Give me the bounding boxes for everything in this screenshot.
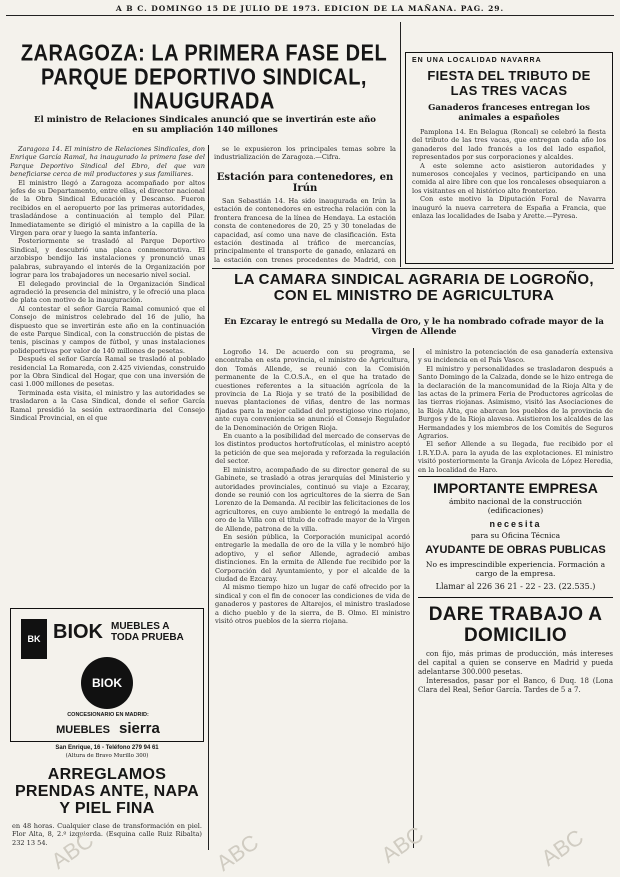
biok-ad (10, 608, 204, 742)
zaragoza-column-1 (10, 145, 205, 597)
domicilio-paragraph: con fijo, más primas de producción, más intereses del capital a quien se conserve en Madrid y pueda adelantarse 300.000 pesetas. (418, 650, 613, 676)
zaragoza-paragraph: Posteriormente se trasladó al Parque Deportivo Sindical, y descubrió una placa conmemorativa. El arzobispo bendijo las instalaciones y pronunció unas palabras, subrayando el interés de la Organización por lograr para los trabajadores un necesario nivel social. (10, 237, 205, 280)
biok-dealer (11, 720, 205, 737)
domicilio-paragraph: Interesados, pasar por el Banco, 6 Duq. 18 (Lona Clara del Real, Señor García. Tardes de 5 a 7. (418, 677, 613, 694)
biok-address: San Enrique, 16 - Teléfono 279 94 61 (55, 745, 159, 751)
logrono-deck: En Ezcaray le entregó su Medalla de Oro, y le ha nombrado cofrade mayor de la Virgen de Allende (224, 317, 604, 337)
domicilio-headline: DARE TRABAJO A DOMICILIO (428, 604, 603, 646)
column-divider (208, 145, 209, 600)
domicilio-body (418, 650, 613, 695)
zaragoza-paragraph: El ministro llegó a Zaragoza acompañado por altos jefes de su Departamento, entre ellas, el director nacional de la Obra Sindical Educación y Descanso. Fueron recibidos en el aeropuerto por las primeras autoridades, trasladándose a continuación al templo del Pilar. Inmediatamente se dirigió el ministro a la capilla de la Virgen para orar y luego la santa infantería. (10, 178, 205, 238)
irun-paragraph: San Sebastián 14. Ha sido inaugurada en Irún la estación de contenedores en estrecha relación con la frontera francesa de la línea de Hendaya. La estación consta de contenedores de 20, 25 y 30 toneladas de capacidad, así como una nave de clasificación. Esta estación destinada al tráfico de mercancías, principalmente el transporte de ganado, enlazará en la estación con trenes procedentes de Madrid, con (214, 197, 396, 264)
section-rule (418, 597, 613, 598)
abc-watermark: ABC (536, 824, 589, 871)
section-rule (418, 476, 613, 477)
biok-seal: BIOK (81, 657, 133, 709)
zaragoza-title-block (12, 40, 396, 115)
vacas-body (412, 128, 606, 220)
biok-dealer-a: MUEBLES (56, 724, 110, 736)
vacas-kicker: EN UNA LOCALIDAD NAVARRA (412, 57, 542, 64)
zaragoza-headline: ZARAGOZA: LA PRIMERA FASE DEL PARQUE DEPORTIVO SINDICAL, INAUGURADA (20, 40, 388, 115)
zaragoza-paragraph: se le expusieron los principales temas sobre la industrialización de Zaragoza.—Cifra. (214, 145, 396, 162)
biok-logo: BK (21, 619, 47, 659)
irun-body (214, 197, 396, 265)
arreglamos-body: en 48 horas. Cualquier clase de transformación en piel. Flor Alta, 8, 2.º izquierda. (Esquina calle Ruiz Ribalta) 232 13 54. (12, 822, 202, 847)
empresa-phone: Llamar al 226 36 21 - 22 - 23. (22.535.) (435, 582, 596, 591)
abc-watermark: ABC (211, 829, 264, 876)
logrono-title-block (215, 272, 613, 304)
logrono-paragraph: El señor Allende a su llegada, fue recibido por el I.R.Y.D.A. para la ayuda de las explotaciones. El ministro visitó posteriormente la Granja Avícola de López Heredia, en la localidad de Haro. (418, 440, 613, 473)
zaragoza-column-2 (214, 145, 396, 162)
vacas-headline: FIESTA DEL TRIBUTO DE LAS TRES VACAS (427, 68, 591, 98)
logrono-column-1 (215, 348, 410, 848)
section-rule (212, 268, 614, 269)
irun-headline: Estación para contenedores, en Irún (216, 172, 394, 194)
zaragoza-paragraph: Después el señor García Ramal se trasladó al poblado residencial La Romareda, con 2.425 viviendas, construido por la Obra Sindical del Hogar, que con una inversión de casi 1.000 millones de pesetas. (10, 355, 205, 389)
vacas-paragraph: A este solemne acto asistieron autoridades y numerosos concejales y vecinos, participando en una comida al aire libre con que los roncaleses obsequiaron a los visitantes en el histórico alto fronterizo. (412, 161, 606, 195)
column-divider (208, 600, 209, 850)
abc-watermark: ABC (46, 827, 99, 874)
logrono-column-2 (418, 348, 613, 473)
logrono-paragraph: el ministro la potenciación de esa ganadería extensiva y su incidencia en el País Vasco. (418, 348, 613, 365)
zaragoza-paragraph: Terminada esta visita, el ministro y las autoridades se trasladaron a la Casa Sindical, donde el señor García Ramal presidió la sesión extraordinaria del Consejo Sindical Provincial, en el que (10, 388, 205, 422)
column-divider (413, 348, 414, 848)
zaragoza-paragraph: Al contestar el señor García Ramal comunicó que el Consejo de ministros celebrado del 16 de julio, ha dispuesto que se invertirán este año en la continuación de este Parque Sindical, con la construcción de pistas de tenis, piscinas y campos de fútbol, y unas instalaciones polideportivas por valor de 140 millones de pesetas. (10, 304, 205, 355)
logrono-paragraph: El ministro, acompañado de su director general de su Gabinete, se trasladó a otras jerarquías del Ministerio y autoridades provinciales, continuó su viaje a Ezcaray, donde se reunió con los agricultores de la sierra de San Lorenzo de la Demanda. Al recibir las felicitaciones de los agricultores, en cuyo ambiente le entregó la medalla de oro de la Villa con el título de cofrade mayor de la Virgen de Allende, patrona de la villa. (215, 465, 410, 533)
biok-tagline (111, 621, 184, 643)
logrono-headline: LA CAMARA SINDICAL AGRARIA DE LOGROÑO, CON EL MINISTRO DE AGRICULTURA (234, 271, 594, 304)
biok-concession: CONCESIONARIO EN MADRID: (67, 712, 149, 718)
zaragoza-paragraph: Zaragoza 14. El ministro de Relaciones Sindicales, don Enrique García Ramal, ha inaugurado la primera fase del Parque Deportivo Sindical del Ebro, del que van beneficiarse cerca de mil productores y sus familiares. (10, 145, 205, 179)
biok-brand: BIOK (53, 621, 103, 643)
logrono-paragraph: Al mismo tiempo hizo un lugar de café ofrecido por la sindical y con el fin de conocer las condiciones de vida de ganaderos y pastores de Altarejos, el ministro trasladose a dicho pueblo y de la sierra, de B. Olmo. El ministro visitó otros pueblos de la sierra riojana. (215, 583, 410, 625)
page-header: A B C. DOMINGO 15 DE JULIO DE 1973. EDICION DE LA MAÑANA. PAG. 29. (115, 4, 505, 13)
arreglamos-headline: ARREGLAMOS PRENDAS ANTE, NAPA Y PIEL FINA (14, 766, 200, 817)
empresa-role: AYUDANTE DE OBRAS PUBLICAS (425, 544, 606, 556)
header-rule (6, 15, 614, 16)
logrono-paragraph: Logroño 14. De acuerdo con su programa, se encontraba en esta provincia, el ministro de Agricultura, don Tomás Allende, se reunió con la Comisión permanente de la C.O.S.A., en el que ha tratado de cuestiones referentes a la situación agrícola de la provincia de La Rioja y se trató de la posibilidad de nuevas plantaciones de viñas, dentro de las normas fijadas para la mejor calidad del prestigioso vino riojano, ante cuya conveniencia se anunció el Consejo Regulador de la Denominación de Origen Rioja. (215, 348, 410, 432)
vacas-paragraph: Con este motivo la Diputación Foral de Navarra inauguró la nueva carretera de España a Francia, que enlaza las localidades de Isaba y Arette.—Pyresa. (412, 195, 606, 221)
biok-tagline-line: MUEBLES A (111, 621, 170, 632)
column-divider (400, 22, 401, 267)
empresa-for: para su Oficina Técnica (470, 531, 561, 540)
empresa-note: No es imprescindible experiencia. Formación a cargo de la empresa. (425, 560, 606, 578)
abc-watermark: ABC (376, 821, 429, 868)
logrono-paragraph: En sesión pública, la Corporación municipal acordó entregarle la medalla de oro de la villa y le nombró hijo adoptivo, y el señor Allende, agradeció ambas distinciones. En la ermita de Allende fue recibido por la Corporación del Ayuntamiento, y por el alcalde de la ciudad de Ezcaray. (215, 532, 410, 583)
vacas-paragraph: Pamplona 14. En Belagua (Roncal) se celebró la fiesta del tributo de las tres vacas, que entregan cada año los ganaderos del lado francés a los del lado español, representados por sus corporaciones y alcaldes. (412, 128, 606, 162)
empresa-headline: IMPORTANTE EMPRESA (433, 480, 598, 496)
empresa-scope: ámbito nacional de la construcción (448, 497, 583, 506)
empresa-ad (418, 480, 613, 592)
zaragoza-deck: El ministro de Relaciones Sindicales anunció que se invertirán este año en su ampliación 140 millones (34, 115, 376, 135)
biok-address-2: (Altura de Bravo Murillo 300) (65, 753, 149, 759)
biok-tagline-line: TODA PRUEBA (111, 632, 184, 643)
empresa-needs: necesita (489, 519, 542, 529)
vacas-deck: Ganaderos franceses entregan los animales a españoles (428, 103, 590, 123)
zaragoza-paragraph: El delegado provincial de la Organización Sindical agradeció la presencia del ministro, y le ofreció una placa de plata con motivo de la inauguración. (10, 279, 205, 305)
biok-dealer-b: sierra (118, 720, 160, 737)
empresa-scope-2: (edificaciones) (487, 506, 544, 515)
logrono-paragraph: El ministro y personalidades se trasladaron después a Santo Domingo de la Calzada, donde se le hizo entrega de la declaración de la mancomunidad de la Rioja Alta y de las actas de la primera Feria de Productores agrícolas de las tierras riojanas. Asimismo, visitó las Asociaciones de la Rioja Alta, que abarcan los pueblos de la provincia de Burgos y de la Rioja alavesa. Asistieron los alcaldes de las Hermandades y los miembros de los Comités de Seguros Agrarios. (418, 364, 613, 441)
logrono-paragraph: En cuanto a la posibilidad del mercado de conservas de los distintos productos hortofrutícolas, el ministro aceptó la petición de que sea mejorada y reforzada la regulación del sector. (215, 432, 410, 466)
vacas-box (405, 52, 613, 264)
